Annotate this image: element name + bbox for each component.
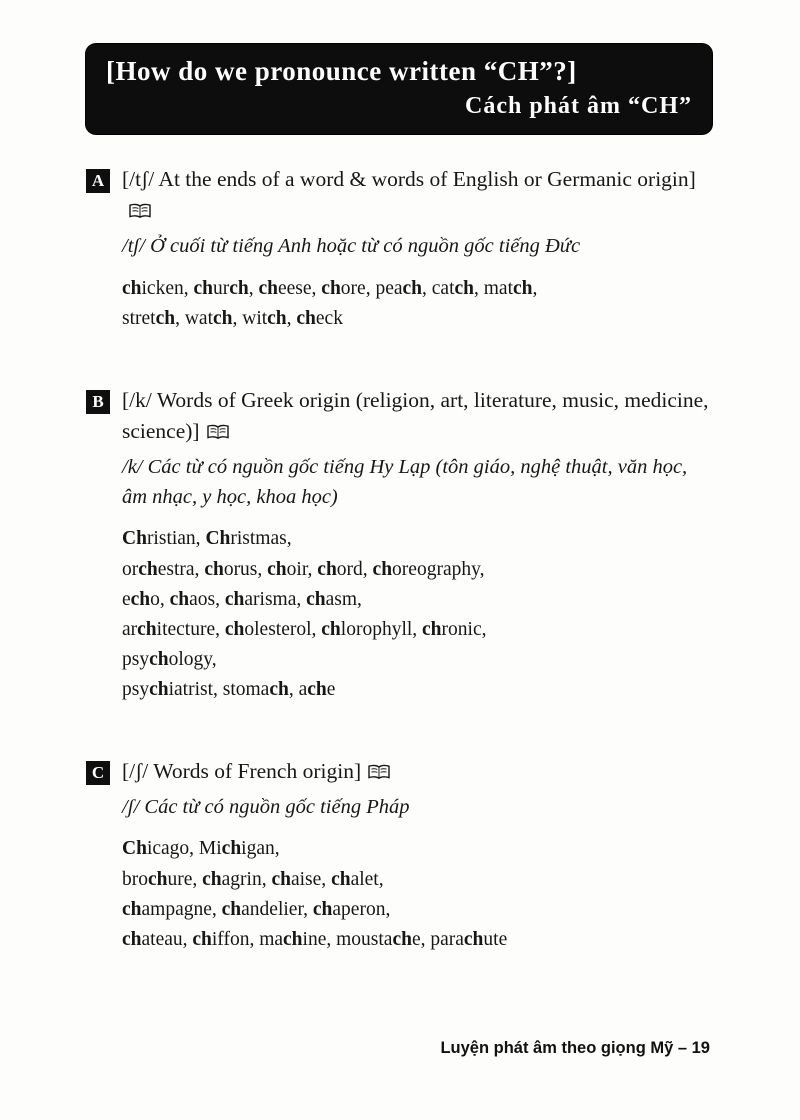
word-line: psychiatrist, stomach, ache [122,679,336,701]
page-footer-running-title: Luyện phát âm theo giọng Mỹ – 19 [440,1039,710,1057]
section-a-heading [122,164,712,226]
section-a-label: A [86,169,110,193]
section-b-heading [122,385,712,447]
word-line: echo, chaos, charisma, chasm, [122,588,362,610]
section-a-subheading-vi: /tʃ/ Ở cuối từ tiếng Anh hoặc từ có nguồn gốc tiếng Đức [122,235,581,258]
section-a-heading-text: [/tʃ/ At the ends of a word & words of English or Germanic origin] [122,167,696,191]
word-line: Chicago, Michigan, [122,838,280,860]
section-b-heading-text: [/k/ Words of Greek origin (religion, art, literature, music, medicine, science)] [122,387,709,443]
section-b-label: B [86,390,110,414]
word-line: architecture, cholesterol, chlorophyll, chronic, [122,618,487,640]
section-c-body [122,756,712,956]
word-line: stretch, watch, witch, check [122,308,343,330]
section-c-heading [122,756,712,787]
section-b-word-list [122,524,712,705]
word-line: psychology, [122,649,217,671]
word-line: Christian, Christmas, [122,528,292,550]
section-b-body [122,385,712,706]
section-a [86,164,712,335]
page-title-vietnamese: Cách phát âm “CH” [464,93,692,119]
page-title-english: [How do we pronounce written “CH”?] [106,56,577,86]
section-c-word-list [122,834,712,955]
section-b-subheading-vi: /k/ Các từ có nguồn gốc tiếng Hy Lạp (tôn giáo, nghệ thuật, văn học, âm nhạc, y học, khoa học) [122,455,688,508]
open-book-icon [128,203,152,219]
open-book-icon [206,424,230,440]
word-line: champagne, chandelier, chaperon, [122,898,391,920]
page-header-banner [86,44,712,134]
section-c [86,756,712,956]
open-book-icon [367,764,391,780]
word-line: brochure, chagrin, chaise, chalet, [122,868,384,890]
section-a-body [122,164,712,335]
section-b [86,385,712,706]
section-c-subheading-vi: /ʃ/ Các từ có nguồn gốc tiếng Pháp [122,795,410,818]
section-a-word-list [122,274,712,334]
word-line: chicken, church, cheese, chore, peach, catch, match, [122,278,538,300]
section-c-label: C [86,761,110,785]
word-line: orchestra, chorus, choir, chord, choreography, [122,558,485,580]
word-line: chateau, chiffon, machine, moustache, parachute [122,929,508,951]
section-c-heading-text: [/ʃ/ Words of French origin] [122,758,362,783]
